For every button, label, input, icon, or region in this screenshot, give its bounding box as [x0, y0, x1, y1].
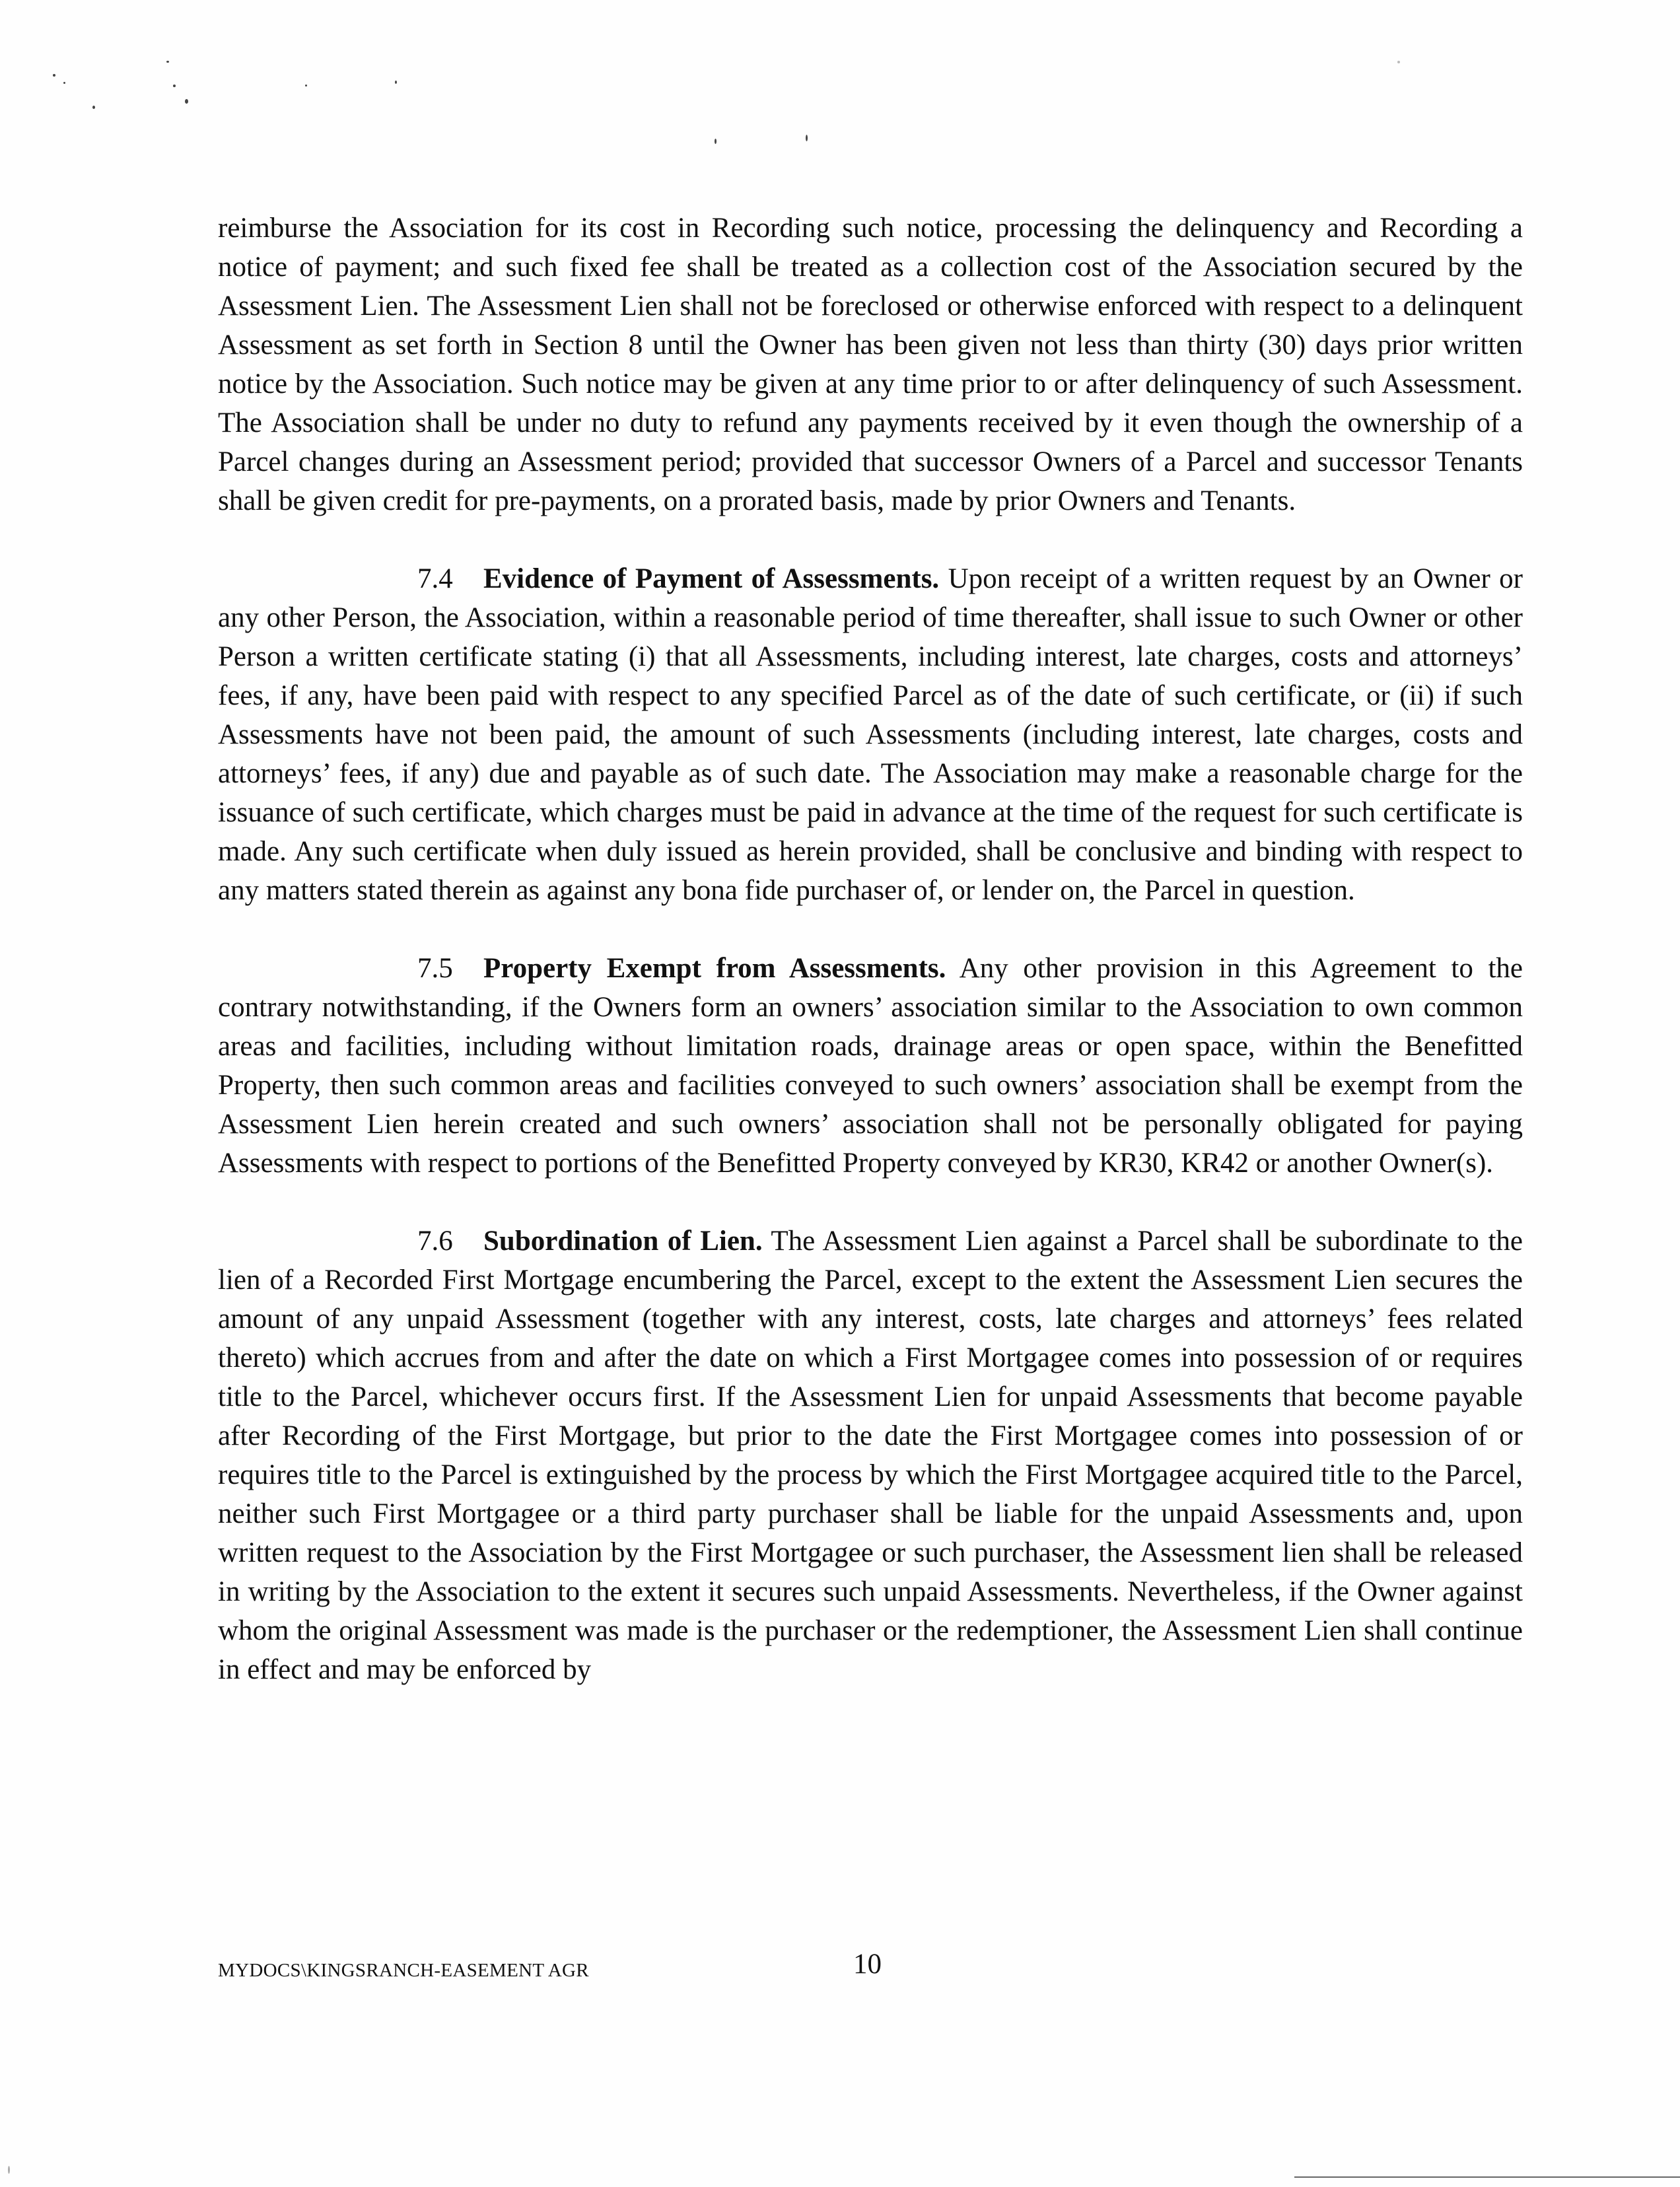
- scan-edge-line: [1294, 2176, 1680, 2178]
- page-number: 10: [853, 1949, 882, 1980]
- section-heading: Evidence of Payment of Assessments.: [483, 563, 940, 594]
- scan-speck: [806, 135, 808, 141]
- scan-speck: [715, 139, 717, 144]
- section-heading: Property Exempt from Assessments.: [483, 953, 946, 984]
- section-heading: Subordination of Lien.: [483, 1226, 763, 1257]
- section-7-4: [218, 559, 1523, 910]
- section-number: 7.5: [417, 953, 453, 984]
- section-7-5: [218, 949, 1523, 1183]
- scan-speck: [92, 106, 95, 109]
- section-number: 7.4: [417, 563, 453, 594]
- scan-speck: [395, 81, 397, 84]
- paragraph-continuation: [218, 209, 1523, 520]
- paragraph-text: Any other provision in this Agreement to the contrary notwithstanding, if the Owners form an owners’ association similar to the Association to own common areas and facilities, including without limitation roads, drainage areas or open space, within the Benefitted Property, then such common areas and facilities conveyed to such owners’ association shall be exempt from the Assessment Lien herein created and such owners’ association shall not be personally obligated for paying Assessments with respect to portions of the Benefitted Property conveyed by KR30, KR42 or another Owner(s).: [218, 953, 1523, 1179]
- paragraph-text: Upon receipt of a written request by an Owner or any other Person, the Association, within a reasonable period of time thereafter, shall issue to such Owner or other Person a written certificate stating (i) that all Assessments, including interest, late charges, costs and attorneys’ fees, if any, have been paid with respect to any specified Parcel as of the date of such certificate, or (ii) if such Assessments have not been paid, the amount of such Assessments (including interest, late charges, costs and attorneys’ fees, if any) due and payable as of such date. The Association may make a reasonable charge for the issuance of such certificate, which charges must be paid in advance at the time of the request for such certificate is made. Any such certificate when duly issued as herein provided, shall be conclusive and binding with respect to any matters stated therein as against any bona fide purchaser of, or lender on, the Parcel in question.: [218, 563, 1523, 906]
- scan-speck: [53, 74, 55, 77]
- footer-document-path: MYDOCS\KINGSRANCH-EASEMENT AGR: [218, 1960, 589, 1981]
- scan-speck: [166, 61, 169, 63]
- section-7-6: [218, 1222, 1523, 1689]
- section-number: 7.6: [417, 1226, 453, 1257]
- scan-speck: [185, 99, 188, 104]
- paragraph-text: The Assessment Lien against a Parcel shall be subordinate to the lien of a Recorded First Mortgage encumbering the Parcel, except to the extent the Assessment Lien secures the amount of any unpaid Assessment (together with any interest, costs, late charges and attorneys’ fees related thereto) which accrues from and after the date on which a First Mortgagee comes into possession of or requires title to the Parcel, whichever occurs first. If the Assessment Lien for unpaid Assessments that become payable after Recording of the First Mortgage, but prior to the date the First Mortgagee comes into possession of or requires title to the Parcel is extinguished by the process by which the First Mortgagee acquired title to the Parcel, neither such First Mortgagee or a third party purchaser shall be liable for the unpaid Assessments and, upon written request to the Association by the First Mortgagee or such purchaser, the Assessment lien shall be released in writing by the Association to the extent it secures such unpaid Assessments. Nevertheless, if the Owner against whom the original Assessment was made is the purchaser or the redemptioner, the Assessment Lien shall continue in effect and may be enforced by: [218, 1226, 1523, 1685]
- scan-speck: [305, 85, 307, 87]
- paragraph-text: reimburse the Association for its cost in Recording such notice, processing the delinquency and Recording a notice of payment; and such fixed fee shall be treated as a collection cost of the Association secured by the Assessment Lien. The Assessment Lien shall not be foreclosed or otherwise enforced with respect to a delinquent Assessment as set forth in Section 8 until the Owner has been given not less than thirty (30) days prior written notice by the Association. Such notice may be given at any time prior to or after delinquency of such Assessment. The Association shall be under no duty to refund any payments received by it even though the ownership of a Parcel changes during an Assessment period; provided that successor Owners of a Parcel and successor Tenants shall be given credit for pre-payments, on a prorated basis, made by prior Owners and Tenants.: [218, 213, 1523, 516]
- document-body: [218, 209, 1523, 1728]
- scan-speck: [173, 85, 176, 87]
- scan-speck: [1397, 61, 1400, 63]
- scan-speck: [63, 82, 65, 84]
- scan-speck: [8, 2166, 10, 2174]
